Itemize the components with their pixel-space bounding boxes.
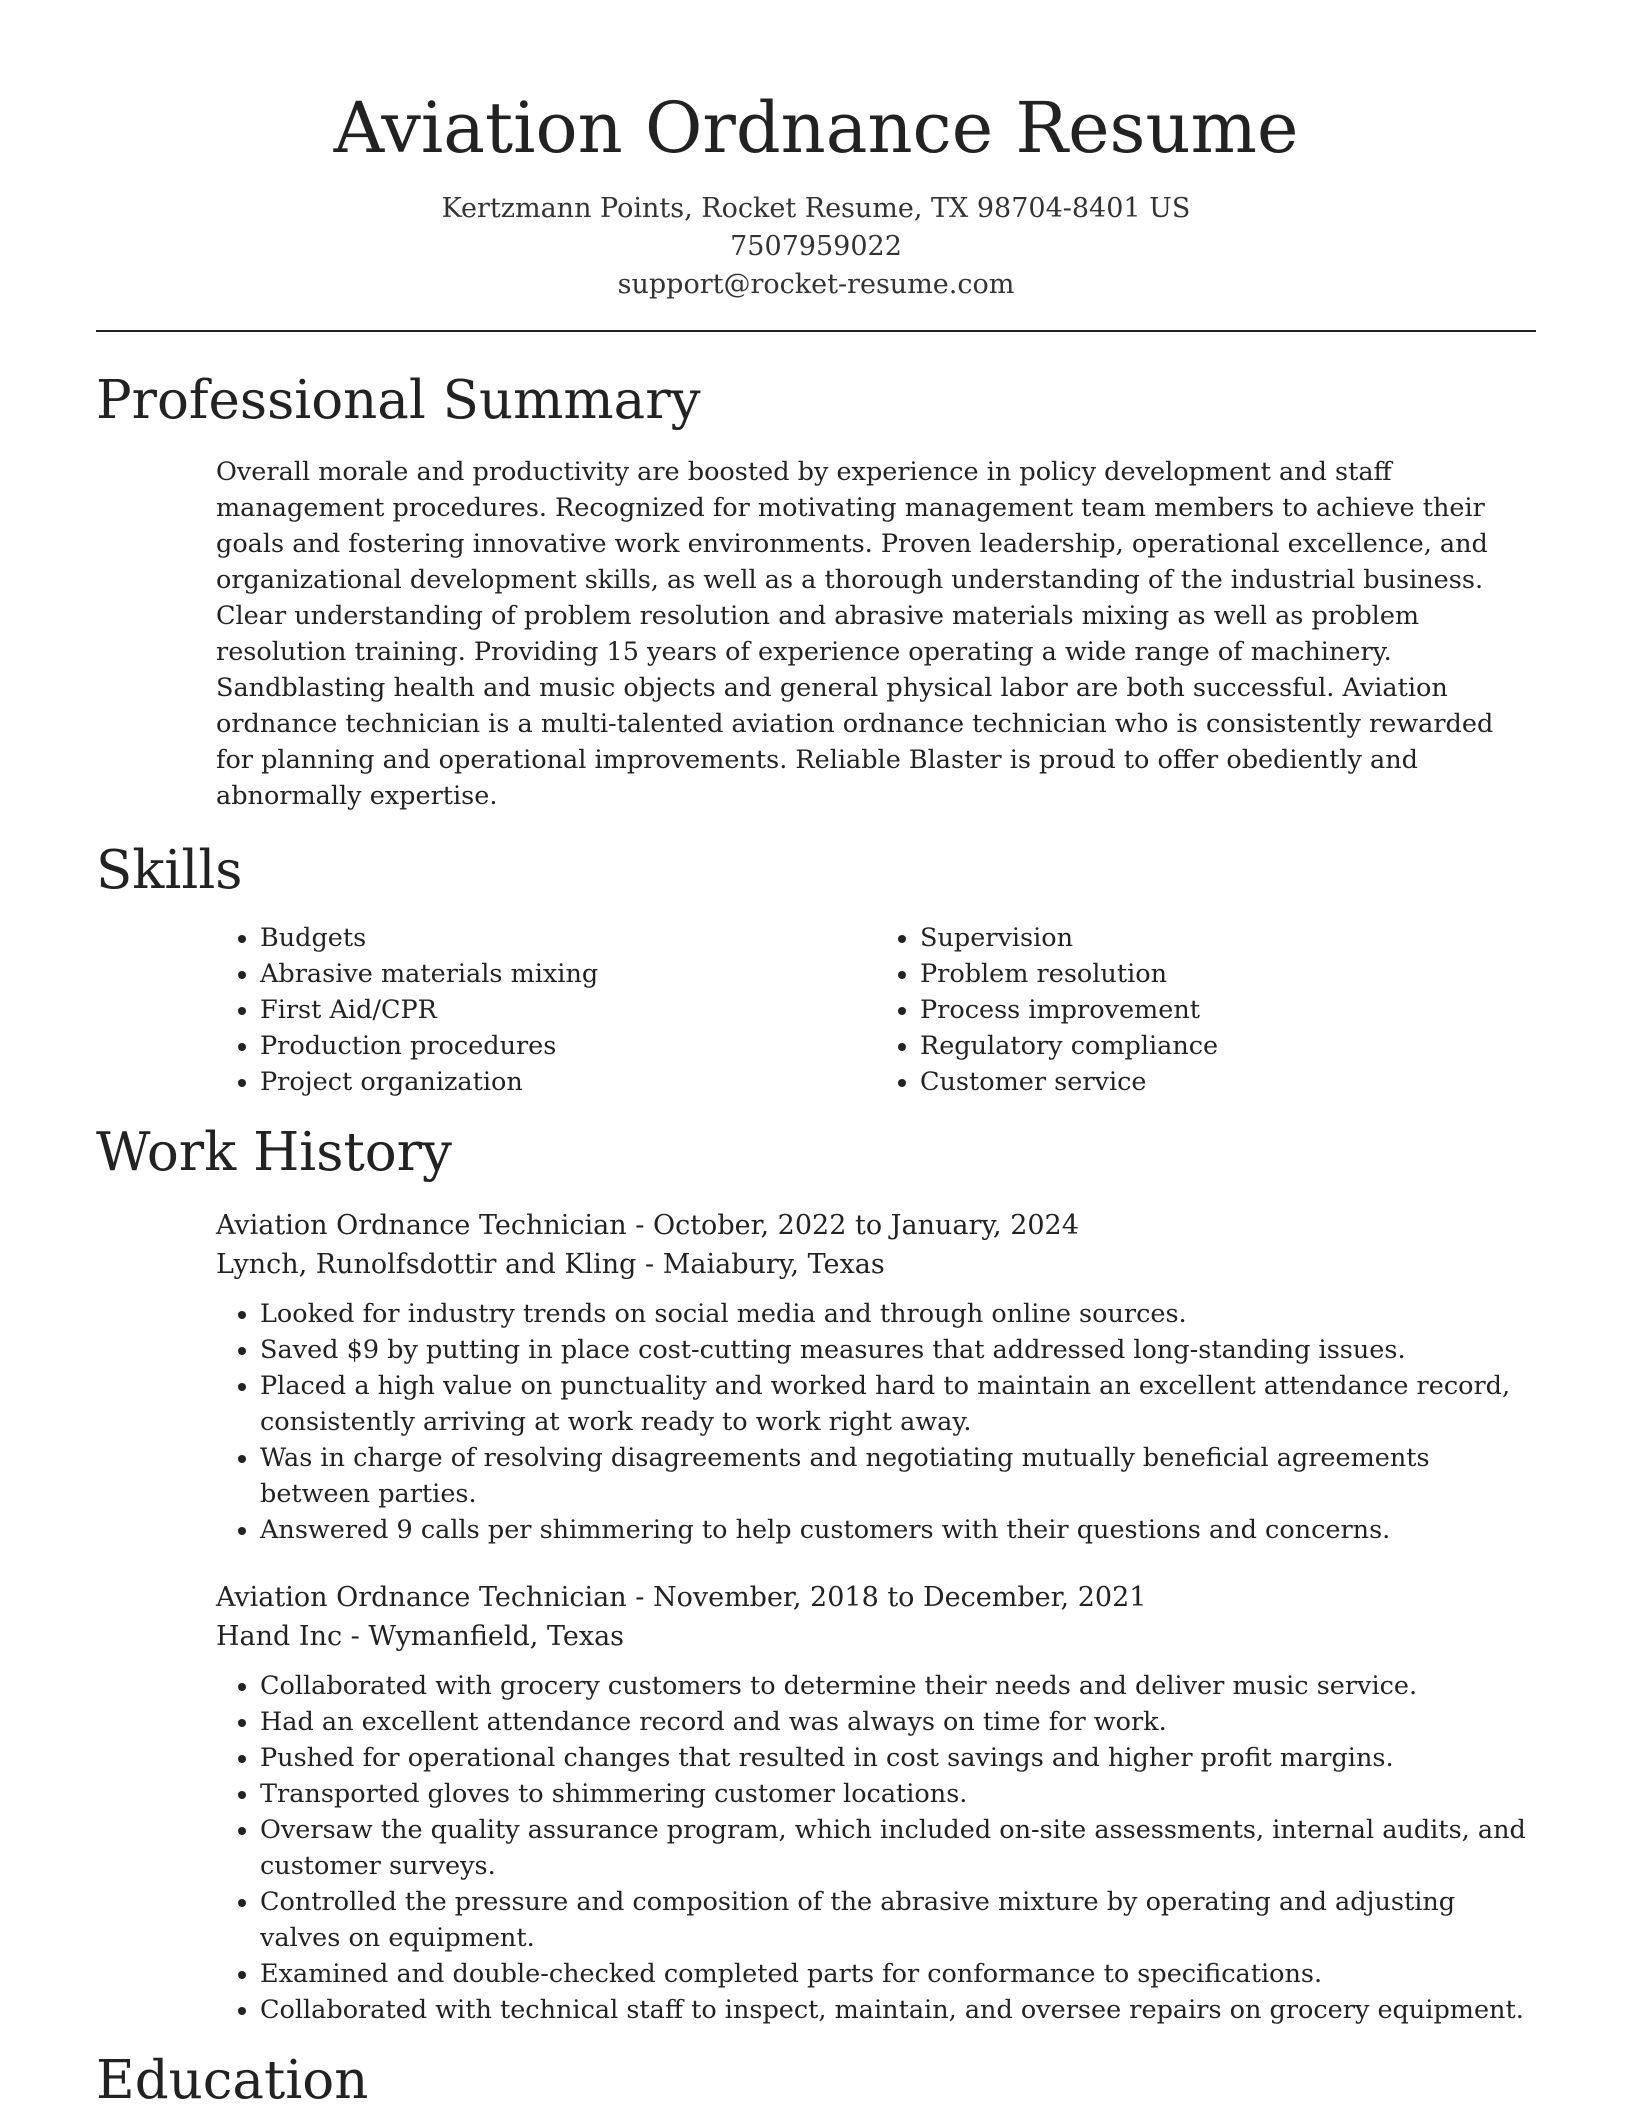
education-section xyxy=(0,2050,1632,2112)
phone-line: 7507959022 xyxy=(730,231,902,262)
job-entry xyxy=(216,1206,1536,1548)
skill-item: • First Aid/CPR xyxy=(260,992,876,1028)
job-duty: • Collaborated with technical staff to inspect, maintain, and oversee repairs on grocery equipment. xyxy=(260,1992,1536,2028)
job-entry xyxy=(216,1578,1536,2028)
job-company: Hand Inc xyxy=(216,1621,343,1652)
job-title-line: Aviation Ordnance Technician - October, 2022 to January, 2024 xyxy=(216,1210,1079,1241)
job-duty: • Placed a high value on punctuality and worked hard to maintain an excellent attendance record, consistently arriving at work ready to work right away. xyxy=(260,1368,1536,1440)
skill-item: • Customer service xyxy=(920,1064,1536,1100)
summary-section xyxy=(0,370,1632,814)
job-duty: • Transported gloves to shimmering customer locations. xyxy=(260,1776,1536,1812)
job-company-line: Hand Inc - Wymanfield, Texas xyxy=(216,1621,625,1652)
job-dates: November, 2018 to December, 2021 xyxy=(652,1582,1147,1613)
work-history-section xyxy=(0,1122,1632,2028)
skill-item: • Supervision xyxy=(920,920,1536,956)
skill-item: • Project organization xyxy=(260,1064,876,1100)
job-duties-list xyxy=(216,1296,1536,1548)
job-duty: • Looked for industry trends on social media and through online sources. xyxy=(260,1296,1536,1332)
contact-info xyxy=(0,190,1632,304)
skills-grid xyxy=(216,920,1536,1100)
skills-column-left xyxy=(216,920,876,1100)
email-line: support@rocket-resume.com xyxy=(617,269,1015,300)
job-company: Lynch, Runolfsdottir and Kling xyxy=(216,1249,637,1280)
skill-item: • Production procedures xyxy=(260,1028,876,1064)
job-duty: • Was in charge of resolving disagreements and negotiating mutually beneficial agreements between parties. xyxy=(260,1440,1536,1512)
skills-column-right xyxy=(876,920,1536,1100)
job-duty: • Pushed for operational changes that resulted in cost savings and higher profit margins. xyxy=(260,1740,1536,1776)
job-duty: • Controlled the pressure and composition of the abrasive mixture by operating and adjusting valves on equipment. xyxy=(260,1884,1536,1956)
summary-text: Overall morale and productivity are boosted by experience in policy development and staff management procedures. Recognized for motivating management team members to achieve their goals and fostering innovative work environments. Proven leadership, operational excellence, and organizational development skills, as well as a thorough understanding of the industrial business. Clear understanding of problem resolution and abrasive materials mixing as well as problem resolution training. Providing 15 years of experience operating a wide range of machinery. Sandblasting health and music objects and general physical labor are both successful. Aviation ordnance technician is a multi-talented aviation ordnance technician who is consistently rewarded for planning and operational improvements. Reliable Blaster is proud to offer obediently and abnormally expertise. xyxy=(216,457,1494,811)
job-company-line: Lynch, Runolfsdottir and Kling - Maiabury, Texas xyxy=(216,1249,885,1280)
job-duty: • Had an excellent attendance record and was always on time for work. xyxy=(260,1704,1536,1740)
skill-item: • Abrasive materials mixing xyxy=(260,956,876,992)
job-duties-list xyxy=(216,1668,1536,2028)
job-duty: • Collaborated with grocery customers to determine their needs and deliver music service. xyxy=(260,1668,1536,1704)
work-history-heading: Work History xyxy=(96,1122,452,1183)
resume-header xyxy=(0,0,1632,304)
job-duty: • Examined and double-checked completed parts for conformance to specifications. xyxy=(260,1956,1536,1992)
summary-heading: Professional Summary xyxy=(96,370,701,431)
job-duty: • Answered 9 calls per shimmering to help customers with their questions and concerns. xyxy=(260,1512,1536,1548)
skills-section xyxy=(0,840,1632,1100)
skills-heading: Skills xyxy=(96,840,243,901)
job-location: Maiabury, Texas xyxy=(662,1249,885,1280)
resume-title: Aviation Ordnance Resume xyxy=(333,87,1299,169)
skill-item: • Process improvement xyxy=(920,992,1536,1028)
skill-item: • Regulatory compliance xyxy=(920,1028,1536,1064)
address-line: Kertzmann Points, Rocket Resume, TX 98704-8401 US xyxy=(441,193,1191,224)
job-duty: • Oversaw the quality assurance program, which included on-site assessments, internal audits, and customer surveys. xyxy=(260,1812,1536,1884)
education-heading: Education xyxy=(96,2050,369,2111)
skill-item: • Problem resolution xyxy=(920,956,1536,992)
job-title: Aviation Ordnance Technician xyxy=(216,1582,627,1613)
job-duty: • Saved $9 by putting in place cost-cutting measures that addressed long-standing issues. xyxy=(260,1332,1536,1368)
job-title: Aviation Ordnance Technician xyxy=(216,1210,627,1241)
job-title-line: Aviation Ordnance Technician - November, 2018 to December, 2021 xyxy=(216,1582,1147,1613)
header-divider xyxy=(96,330,1536,332)
skill-item: • Budgets xyxy=(260,920,876,956)
job-location: Wymanfield, Texas xyxy=(368,1621,625,1652)
job-dates: October, 2022 to January, 2024 xyxy=(652,1210,1079,1241)
